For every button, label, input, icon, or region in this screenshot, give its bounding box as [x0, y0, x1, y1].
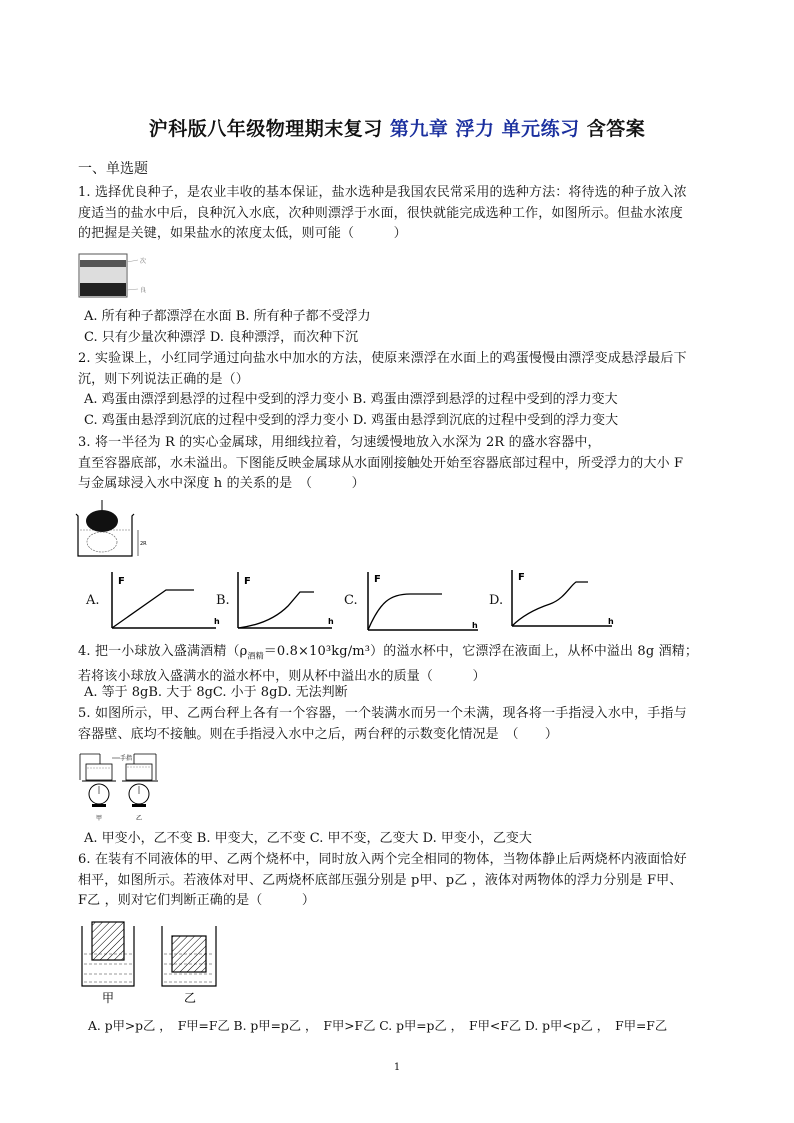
q4-stem-line: 若将该小球放入盛满水的溢水杯中，则从杯中溢出水的质量（ ）: [78, 669, 486, 685]
section-heading: 一、单选题: [78, 161, 148, 177]
q4-stem: [78, 642, 722, 688]
q2-stem: [78, 349, 722, 390]
q5-fig-label-a: 甲: [96, 815, 103, 822]
q2-stem-line: 2. 实验课上，小红同学通过向盐水中加水的方法，使原来漂浮在水面上的鸡蛋慢慢由漂浮变成悬浮最后下: [78, 351, 687, 366]
q4-stem-b: ＝0.8×10³kg/m³）的溢水杯中，它漂浮在液面上，从杯中溢出 8g 酒精；: [263, 644, 699, 659]
q5-fig-label-hand: 手指: [120, 755, 133, 762]
q3-graph-d-label: D.: [489, 593, 504, 608]
q3-container-figure: [72, 500, 162, 562]
q1-beaker-figure: [78, 252, 158, 300]
q5-stem: [78, 704, 722, 745]
q1-option-line: C. 只有少量次种漂浮 D. 良种漂浮，而次种下沉: [84, 329, 359, 345]
q3-stem-line: 与金属球浸入水中深度 h 的关系的是 （ ）: [78, 476, 365, 492]
q4-stem-line: [78, 642, 722, 667]
q3-graph-a: [104, 566, 224, 634]
document-title: [0, 114, 794, 141]
q3-graph-c-yaxis: F: [374, 574, 381, 585]
q2-options: [84, 390, 724, 431]
q1-stem-line: 度适当的盐水中后，良种沉入水底，次种则漂浮于水面，很快就能完成选种工作，如图所示。但盐水浓度: [78, 205, 683, 221]
q6-stem-line: F乙 ，则对它们判断正确的是（ ）: [78, 893, 316, 909]
q3-graph-a-yaxis: F: [118, 576, 125, 587]
q2-stem-line: 沉，则下列说法正确的是（）: [78, 371, 249, 387]
q3-graph-d-xaxis: h: [608, 617, 614, 626]
q3-graph-d: [504, 566, 620, 634]
page-number: 1: [393, 1062, 401, 1073]
q5-stem-line: 容器壁、底均不接触。则在手指浸入水中之后，两台秤的示数变化情况是 （ ）: [78, 726, 559, 742]
q3-graph-c: [360, 566, 484, 634]
q5-options: A. 甲变小，乙不变 B. 甲变大，乙不变 C. 甲不变，乙变大 D. 甲变小，乙变大: [84, 831, 532, 846]
q4-stem-a: 4. 把一小球放入盛满酒精（ρ: [78, 644, 248, 659]
q4-options: A. 等于 8gB. 大于 8gC. 小于 8gD. 无法判断: [84, 685, 348, 700]
q1-options: [84, 307, 724, 348]
q3-graph-d-yaxis: F: [518, 572, 525, 583]
q3-graph-a-xaxis: h: [214, 617, 220, 626]
q1-option-line: A. 所有种子都漂浮在水面 B. 所有种子都不受浮力: [84, 309, 371, 324]
q6-fig-label-a: 甲: [102, 991, 115, 1005]
title-part3: 含答案: [579, 118, 646, 140]
q6-stem-line: 6. 在装有不同液体的甲、乙两个烧杯中，同时放入两个完全相同的物体，当物体静止后两烧杯内液面恰好: [78, 852, 687, 867]
q5-fig-label-b: 乙: [136, 815, 143, 822]
q3-graph-c-xaxis: h: [472, 621, 478, 630]
q3-graph-b-label: B.: [216, 593, 230, 608]
title-part1: 沪科版八年级物理期末复习: [148, 118, 390, 140]
q3-stem-line: 3. 将一半径为 R 的实心金属球，用细线拉着，匀速缓慢地放入水深为 2R 的盛水容器中，: [78, 435, 601, 450]
q1-stem: [78, 183, 722, 245]
q3-fig-label: 2R: [140, 541, 147, 547]
q6-stem-line: 相平，如图所示。若液体对甲、乙两烧杯底部压强分别是 p甲、p乙 ，液体对两物体的浮力分别是 F甲、: [78, 872, 683, 888]
q2-option-line: A. 鸡蛋由漂浮到悬浮的过程中受到的浮力变小 B. 鸡蛋由漂浮到悬浮的过程中受到的浮力变大: [84, 392, 618, 407]
q3-graph-b-yaxis: F: [244, 576, 251, 587]
q6-options: A. p甲>p乙 ， F甲=F乙 B. p甲=p乙 ， F甲>F乙 C. p甲=p乙 ， F甲<F乙 D. p甲<p乙 ， F甲=F乙: [88, 1019, 668, 1033]
q6-stem: [78, 850, 722, 912]
title-chapter: 第九章 浮力 单元练习: [389, 118, 580, 140]
q3-stem: [78, 433, 722, 495]
q4-stem-sub: 酒精: [247, 651, 264, 661]
q5-scales-figure: [76, 752, 186, 822]
q3-stem-line: 直至容器底部，水未溢出。下图能反映金属球从水面刚接触处开始至容器底部过程中，所受浮力的大小 F: [78, 455, 684, 471]
q6-beakers-figure: [78, 918, 238, 1008]
q3-graph-b-xaxis: h: [328, 617, 334, 626]
q5-stem-line: 5. 如图所示，甲、乙两台秤上各有一个容器，一个装满水而另一个未满，现各将一手指浸入水中，手指与: [78, 706, 687, 721]
q3-graph-c-label: C.: [344, 593, 358, 608]
q1-fig-label-top: 次: [140, 258, 147, 265]
q1-stem-line: 的把握是关键，如果盐水的浓度太低，则可能（ ）: [78, 226, 407, 242]
q6-fig-label-b: 乙: [184, 991, 197, 1005]
q3-graph-a-label: A.: [86, 593, 100, 608]
q3-graph-b: [230, 566, 340, 634]
q1-stem-line: 1. 选择优良种子，是农业丰收的基本保证，盐水选种是我国农民常采用的选种方法：将待选的种子放入浓: [78, 185, 687, 200]
q1-fig-label-bottom: 良: [140, 287, 147, 294]
q2-option-line: C. 鸡蛋由悬浮到沉底的过程中受到的浮力变小 D. 鸡蛋由悬浮到沉底的过程中受到的浮力变大: [84, 412, 619, 428]
